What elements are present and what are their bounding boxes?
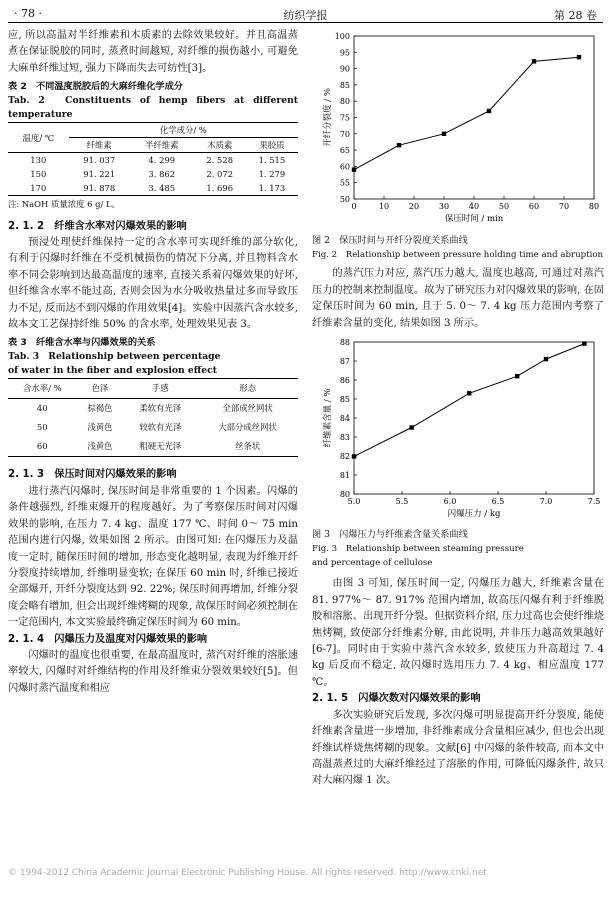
- table-cell: 150: [30, 169, 47, 180]
- x-tick-label: 10: [378, 202, 390, 211]
- figure-3-caption-en-1: Fig. 3 Relationship between steaming pressure: [312, 544, 524, 555]
- table2-header: 半纤维素: [144, 140, 179, 151]
- x-tick-label: 30: [438, 202, 450, 211]
- table-cell: 170: [30, 183, 47, 194]
- table-cell: 91. 878: [83, 183, 116, 194]
- y-tick-label: 55: [339, 178, 350, 188]
- y-tick-label: 87: [339, 357, 350, 367]
- table-cell: 1. 279: [258, 169, 286, 180]
- table-cell: 全部成丝网状: [222, 403, 273, 414]
- table-cell: 60: [36, 441, 48, 452]
- section-2-1-5-text: 多次实验研究后发现, 多次闪爆可明显提高开纤分裂度, 能使纤维素含量进一步增加, 非纤维素成分含量相应减少, 但也会出现纤维试样烧焦烤糊的现象。文献[6] 中闪爆的条件较高, 而本文中高温蒸煮过的大麻纤维经过了溶胀的作用, 可降低闪爆条件, 故只对大麻闪爆 1 次。: [312, 709, 604, 787]
- paragraph-intro: 应, 所以高温对半纤维素和木质素的去除效果较好。并且高温蒸煮在保证脱胶的同时, 蒸煮时间越短, 对纤维的损伤越小, 可避免大麻单纤维过短, 强力下降而失去可纺性[3]。: [8, 30, 298, 74]
- table3: [8, 378, 298, 457]
- y-axis-label: 开纤分裂度 / %: [323, 88, 333, 147]
- x-axis-label: 保压时间 / min: [444, 214, 504, 224]
- figure-3: [312, 332, 604, 528]
- y-tick-label: 75: [339, 113, 350, 123]
- data-point: [409, 425, 413, 429]
- table-cell: 40: [36, 403, 48, 414]
- plot-frame: [354, 36, 594, 199]
- y-tick-label: 81: [339, 471, 350, 481]
- table-cell: 柔软有光泽: [139, 403, 182, 414]
- table3-header: 手感: [151, 383, 169, 394]
- table-row: [8, 437, 298, 457]
- table3-caption-en-2: of water in the fiber and explosion effect: [8, 365, 217, 377]
- x-tick-label: 50: [498, 202, 510, 211]
- y-tick-label: 60: [339, 162, 350, 172]
- data-point: [532, 59, 536, 63]
- table-cell: 130: [30, 155, 47, 166]
- table-cell: 浅黄色: [87, 422, 113, 433]
- figure-2-chart: [312, 28, 604, 228]
- table2-caption-en: Tab. 2 Constituents of hemp fibers at different temperature: [8, 95, 298, 121]
- paragraph-pressure: 的蒸汽压力对应, 蒸汽压力越大, 温度也越高, 可通过对蒸汽压力的控制来控制温度。故为了研究压力对闪爆效果的影响, 在固定保压时间为 60 min, 且于 5. 0～ 7. 4 kg 压力范围内考察了纤维素含量的变化, 结果如图 3 所示。: [312, 268, 604, 329]
- y-tick-label: 82: [339, 452, 350, 462]
- figure-3-chart: [312, 332, 604, 522]
- volume-label: 第 28 卷: [554, 9, 597, 22]
- table-cell: 浅黄色: [87, 441, 113, 452]
- figure-3-caption-en-2: and percentage of cellulose: [312, 558, 433, 569]
- table-cell: 91. 221: [83, 169, 116, 180]
- y-tick-label: 85: [339, 395, 350, 405]
- table-cell: 1. 515: [258, 155, 286, 166]
- x-tick-label: 60: [528, 202, 540, 211]
- table-cell: 较软有光泽: [139, 422, 182, 433]
- y-tick-label: 70: [339, 129, 350, 139]
- table-cell: 1. 173: [258, 183, 286, 194]
- x-tick-label: 80: [588, 202, 600, 211]
- section-2-1-3-text: 进行蒸汽闪爆时, 保压时间是非常重要的 1 个因素。闪爆的条件越强烈, 纤维束爆开的程度越好。为了考察保压时间对闪爆效果的影响, 在压力 7. 4 kg、温度 177 ℃、时间 0～ 75 min 范围内进行闪爆, 效果如图 2 所示。由图可知: 在闪爆压力及温度一定时, 随保压时间的增加, 形态变化越明显, 表现为纤维开纤分裂度持续增加, 纤维明显变软; 在保压 60 min 时, 纤维已接近全部爆开, 开纤分裂度达到 92. 22%; 保压时间再增加, 纤维分裂度会略有增加, 但会出现纤维烤糊的现象, 故保压时间必须控制在一定范围内, 本文实验最终确定保压时间为 60 min。: [8, 485, 298, 629]
- table-row: [8, 167, 298, 181]
- table-cell: 3. 485: [148, 183, 176, 194]
- running-header: [8, 5, 603, 23]
- y-tick-label: 50: [339, 195, 350, 204]
- table-cell: 棕褐色: [87, 403, 113, 414]
- table-cell: 1. 696: [206, 183, 234, 194]
- table-cell: 50: [36, 422, 48, 433]
- journal-name: 纺织学报: [283, 9, 328, 22]
- figure-2: [312, 28, 604, 234]
- x-tick-label: 6.5: [491, 497, 505, 507]
- table2-group-header: 化学成分/ %: [69, 123, 298, 138]
- x-tick-label: 20: [408, 202, 420, 211]
- y-tick-label: 80: [339, 490, 350, 500]
- y-tick-label: 100: [334, 32, 350, 41]
- table2-caption-zh: 表 2 不同温度脱胶后的大麻纤维化学成分: [8, 81, 183, 93]
- figure-2-caption-zh: 图 2 保压时间与开纤分裂度关系曲线: [312, 235, 468, 247]
- table3-caption-en-1: Tab. 3 Relationship between percentage: [8, 351, 221, 363]
- x-tick-label: 7.5: [587, 497, 601, 507]
- section-2-1-5-title: 2. 1. 5 闪爆次数对闪爆效果的影响: [312, 693, 481, 705]
- table-row: [8, 418, 298, 437]
- table3-header: 色泽: [91, 383, 109, 394]
- x-tick-label: 70: [558, 202, 570, 211]
- section-2-1-4-title: 2. 1. 4 闪爆压力及温度对闪爆效果的影响: [8, 633, 208, 645]
- y-tick-label: 86: [339, 376, 350, 386]
- data-point: [582, 341, 586, 345]
- data-point: [544, 357, 548, 361]
- figure-2-caption-en: Fig. 2 Relationship between pressure holding time and abruption: [312, 250, 604, 261]
- y-tick-label: 90: [339, 64, 350, 74]
- x-axis-label: 闪爆压力 / kg: [447, 509, 501, 520]
- table-row: [8, 153, 298, 168]
- table3-header: 形态: [239, 383, 256, 394]
- table2-col0: 温度/ ℃: [8, 123, 69, 153]
- table-cell: 4. 299: [148, 155, 176, 166]
- table-cell: 粗硬无光泽: [139, 441, 182, 452]
- y-tick-label: 83: [339, 433, 350, 443]
- x-tick-label: 6.0: [443, 497, 457, 507]
- x-tick-label: 5.0: [347, 497, 361, 507]
- table-row: [8, 399, 298, 419]
- table-row: [8, 181, 298, 196]
- y-tick-label: 84: [339, 414, 350, 424]
- table-cell: 3. 862: [148, 169, 176, 180]
- x-tick-label: 40: [468, 202, 480, 211]
- paragraph-fig3-analysis: 由图 3 可知, 保压时间一定, 闪爆压力越大, 纤维素含量在 81. 977%～ 87. 917% 范围内增加, 故高压闪爆有利于纤维脱胶和溶胀、出现开纤分裂。但据资料介绍, 压力过高也会使纤维烧焦烤糊, 致使部分纤维素分解, 由此说明, 并非压力越高效果越好[6-7]。同时由于实验中蒸汽含水较多, 致使压力升高超过 7. 4 kg 后反而不稳定, 故闪爆时选用压力 7. 4 kg、相应温度 177 ℃。: [312, 578, 604, 688]
- table3-caption-zh: 表 3 纤维含水率与闪爆效果的关系: [8, 337, 156, 349]
- table2-header: 纤维素: [86, 140, 112, 151]
- x-tick-label: 0: [351, 202, 357, 211]
- data-point: [397, 143, 401, 147]
- series-line: [354, 57, 579, 170]
- data-point: [467, 391, 471, 395]
- y-tick-label: 65: [339, 146, 350, 156]
- y-tick-label: 80: [339, 97, 350, 107]
- section-2-1-4-text: 闪爆时的温度也很重要, 在最高温度时, 蒸汽对纤维的溶胀速率较大, 闪爆时对纤维结构的作用及纤维束分裂效果较好[5]。但闪爆时蒸汽温度和相应: [8, 649, 298, 694]
- table-cell: 大部分成丝网状: [218, 422, 277, 433]
- table3-header: 含水率/ %: [22, 383, 62, 394]
- y-axis-label: 纤维素含量 / %: [323, 388, 333, 448]
- y-tick-label: 95: [339, 48, 350, 58]
- table2: [8, 122, 298, 196]
- table-cell: 91. 037: [83, 155, 116, 166]
- section-2-1-2-title: 2. 1. 2 纤维含水率对闪爆效果的影响: [8, 220, 187, 232]
- data-point: [577, 55, 581, 59]
- section-2-1-3-title: 2. 1. 3 保压时间对闪爆效果的影响: [8, 469, 177, 481]
- right-column: [312, 28, 604, 790]
- section-2-1-2-text: 预浸处理使纤维保持一定的含水率可实现纤维的部分软化, 有利于闪爆时纤维在不受机械损伤的情况下分离, 并且物料含水率不同会影响到达最高温度的速率, 直接关系着闪爆效果的好坏, 但纤维含水率不能过高, 否则会因为水分吸收热量过多而导致压力不足, 反而达不到闪爆的作用效果[4]。实验中因蒸汽含水较多, 故本文工艺保持纤维 50% 的含水率, 处理效果见表 3。: [8, 237, 298, 331]
- left-column: [8, 28, 298, 697]
- header-rule: [8, 22, 603, 23]
- figure-3-caption-zh: 图 3 闪爆压力与纤维素含量关系曲线: [312, 529, 468, 541]
- table-cell: 丝条状: [235, 441, 261, 452]
- x-tick-label: 5.5: [395, 497, 409, 507]
- table2-header: 果胶质: [259, 140, 285, 151]
- x-tick-label: 7.0: [539, 497, 553, 507]
- y-tick-label: 85: [339, 80, 350, 90]
- table2-note: 注: NaOH 质量浓度 6 g/ L。: [8, 199, 120, 210]
- data-point: [442, 132, 446, 136]
- plot-frame: [354, 342, 594, 494]
- y-tick-label: 88: [339, 338, 350, 348]
- data-point: [352, 167, 356, 171]
- data-point: [515, 374, 519, 378]
- table-cell: 2. 072: [206, 169, 234, 180]
- data-point: [352, 454, 356, 458]
- table-cell: 2. 528: [206, 155, 234, 166]
- copyright-footer: © 1994-2012 China Academic Journal Electronic Publishing House. All rights reserved. http://www.cnki.net: [8, 868, 487, 878]
- page-number: · 78 ·: [14, 7, 42, 20]
- series-line: [354, 344, 584, 457]
- data-point: [487, 109, 491, 113]
- table2-header: 木质素: [207, 140, 233, 151]
